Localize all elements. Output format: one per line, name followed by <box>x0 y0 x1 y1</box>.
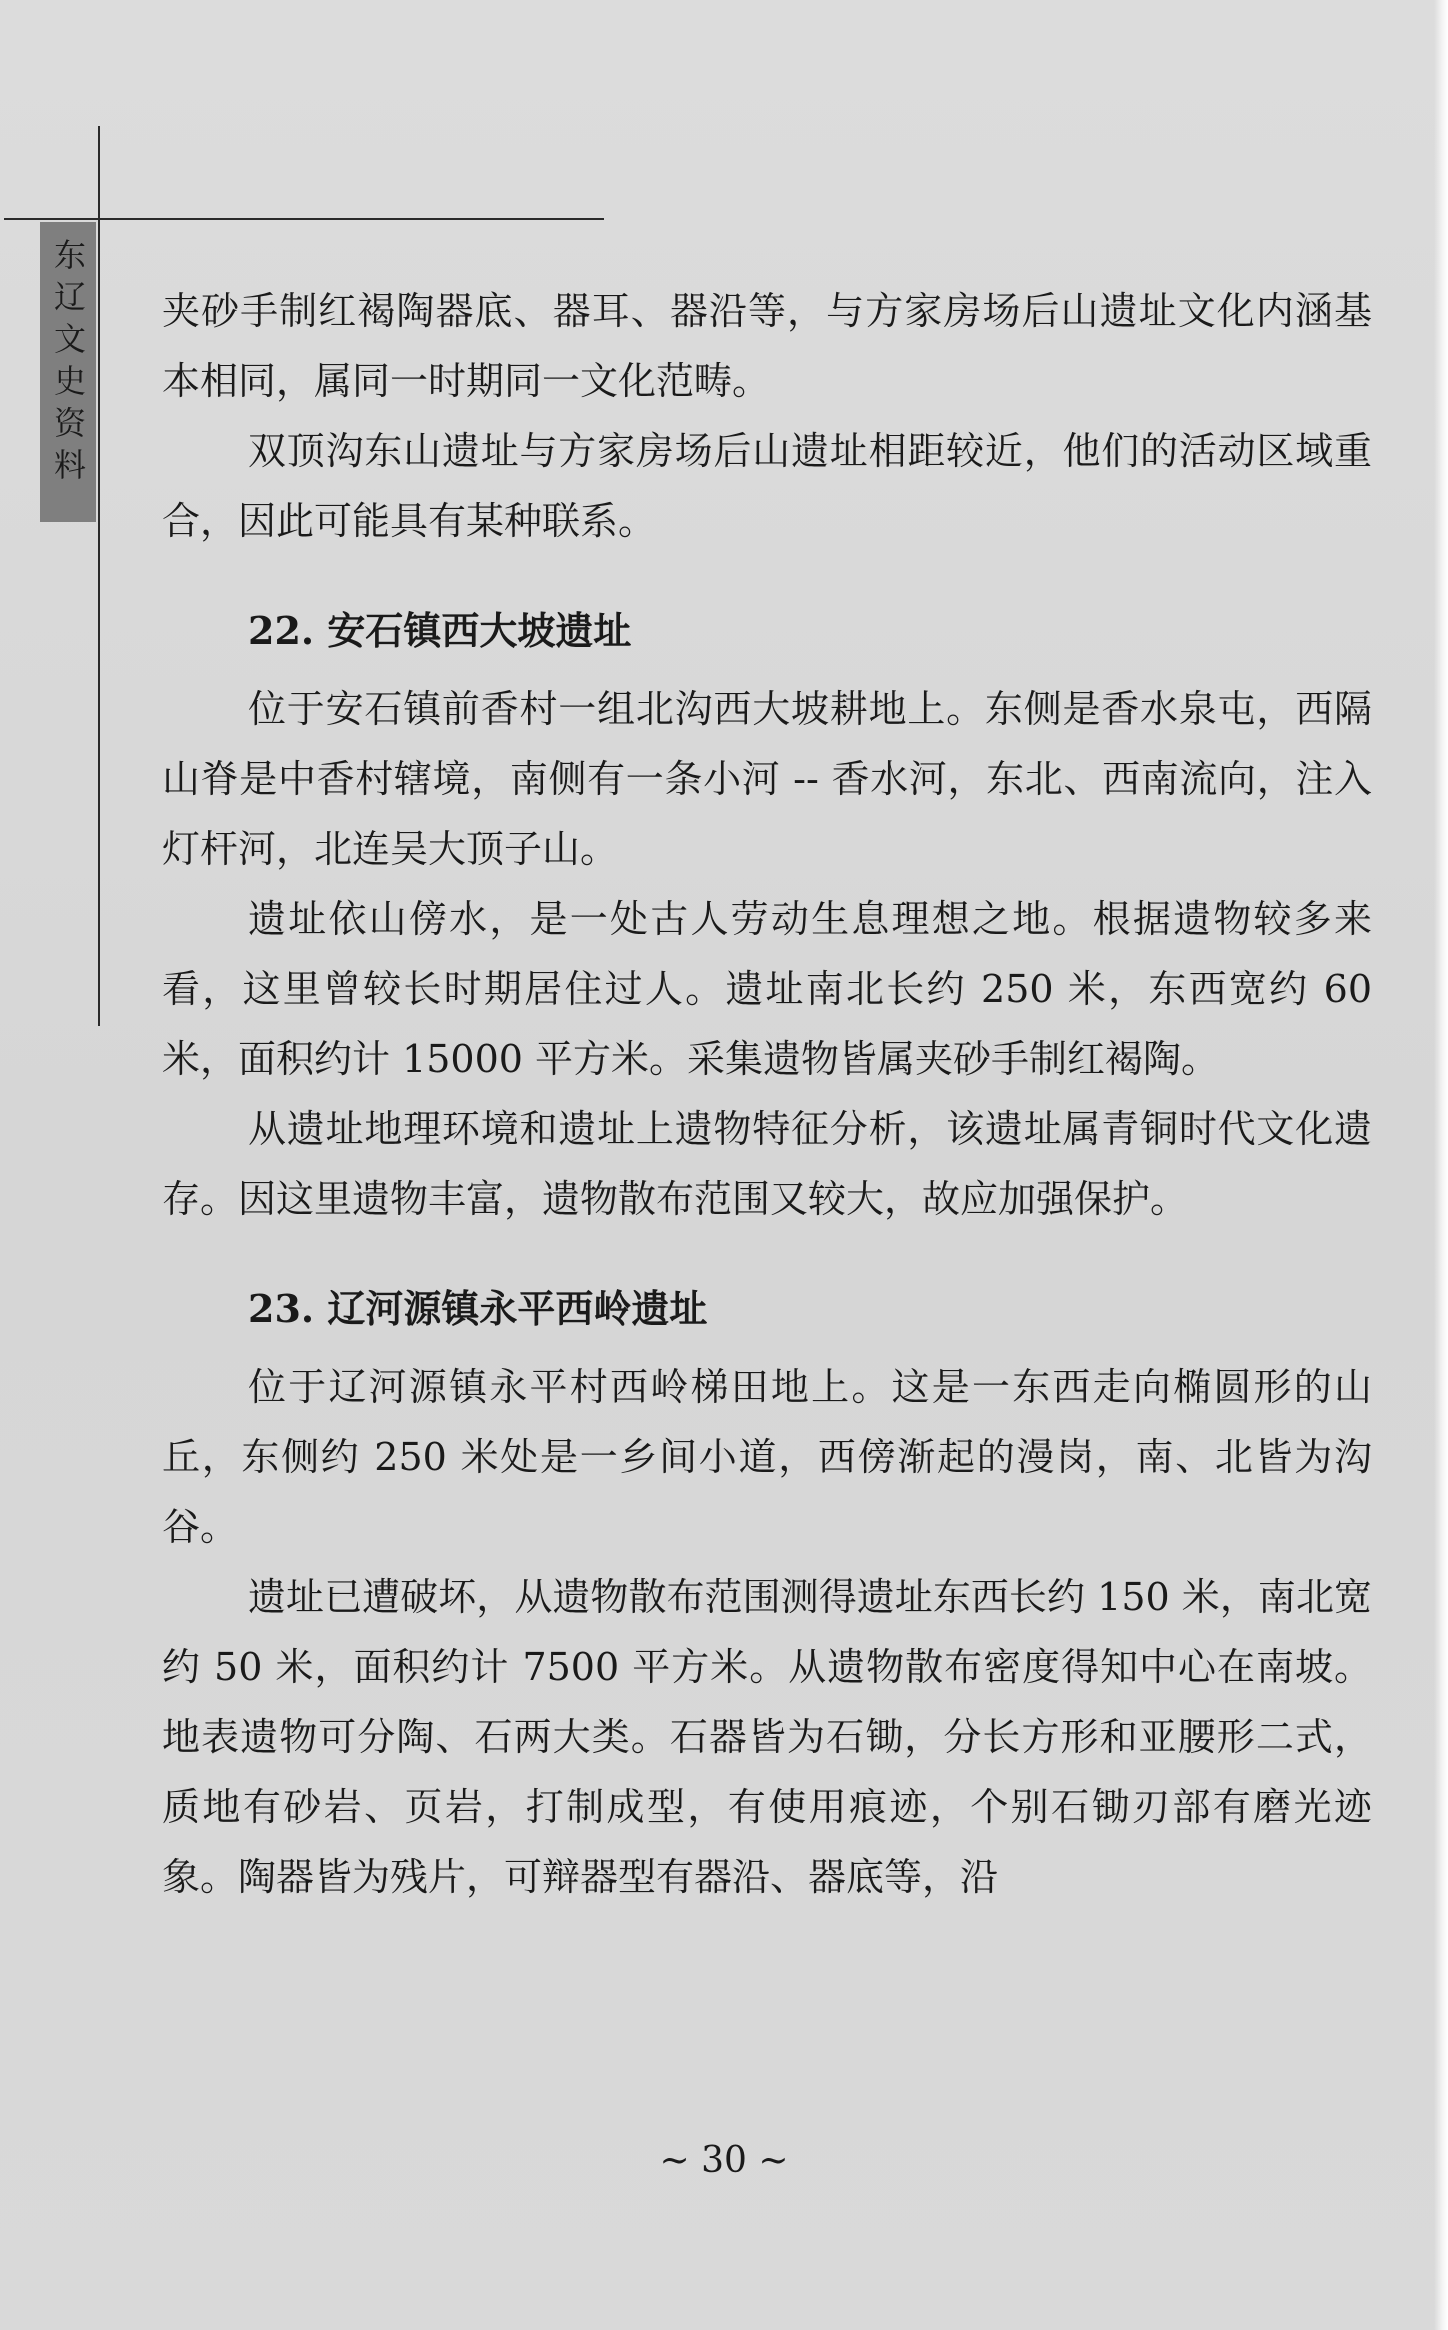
paragraph: 位于安石镇前香村一组北沟西大坡耕地上。东侧是香水泉屯，西隔山脊是中香村辖境，南侧有一条小河 -- 香水河，东北、西南流向，注入灯杆河，北连吴大顶子山。 <box>162 687 1372 871</box>
side-tab-title: 东辽文史资料 <box>49 238 87 490</box>
side-tab <box>40 222 96 522</box>
paragraph: 双顶沟东山遗址与方家房场后山遗址相距较近，他们的活动区域重合，因此可能具有某种联系。 <box>162 429 1372 543</box>
margin-rule <box>98 126 100 1026</box>
paragraph: 位于辽河源镇永平村西岭梯田地上。这是一东西走向椭圆形的山丘，东侧约 250 米处是一乡间小道，西傍渐起的漫岗，南、北皆为沟谷。 <box>162 1365 1372 1549</box>
section-heading-23: 23. 辽河源镇永平西岭遗址 <box>248 1286 708 1331</box>
header-rule <box>4 218 604 220</box>
paragraph: 遗址已遭破坏，从遗物散布范围测得遗址东西长约 150 米，南北宽约 50 米，面积约计 7500 平方米。从遗物散布密度得知中心在南坡。地表遗物可分陶、石两大类。石器皆为石锄，分长方形和亚腰形二式，质地有砂岩、页岩，打制成型，有使用痕迹，个别石锄刃部有磨光迹象。陶器皆为残片，可辩器型有器沿、器底等，沿 <box>162 1575 1372 1899</box>
paragraph: 遗址依山傍水，是一处古人劳动生息理想之地。根据遗物较多来看，这里曾较长时期居住过人。遗址南北长约 250 米，东西宽约 60 米，面积约计 15000 平方米。采集遗物皆属夹砂手制红褐陶。 <box>162 897 1372 1081</box>
body-text <box>162 276 1372 1912</box>
section-heading-22: 22. 安石镇西大坡遗址 <box>248 608 632 653</box>
paragraph: 夹砂手制红褐陶器底、器耳、器沿等，与方家房场后山遗址文化内涵基本相同，属同一时期同一文化范畴。 <box>162 289 1372 403</box>
page-number: ~ 30 ~ <box>659 2140 789 2181</box>
paragraph: 从遗址地理环境和遗址上遗物特征分析，该遗址属青铜时代文化遗存。因这里遗物丰富，遗物散布范围又较大，故应加强保护。 <box>162 1107 1372 1221</box>
page-edge-shadow <box>1434 0 1448 2330</box>
